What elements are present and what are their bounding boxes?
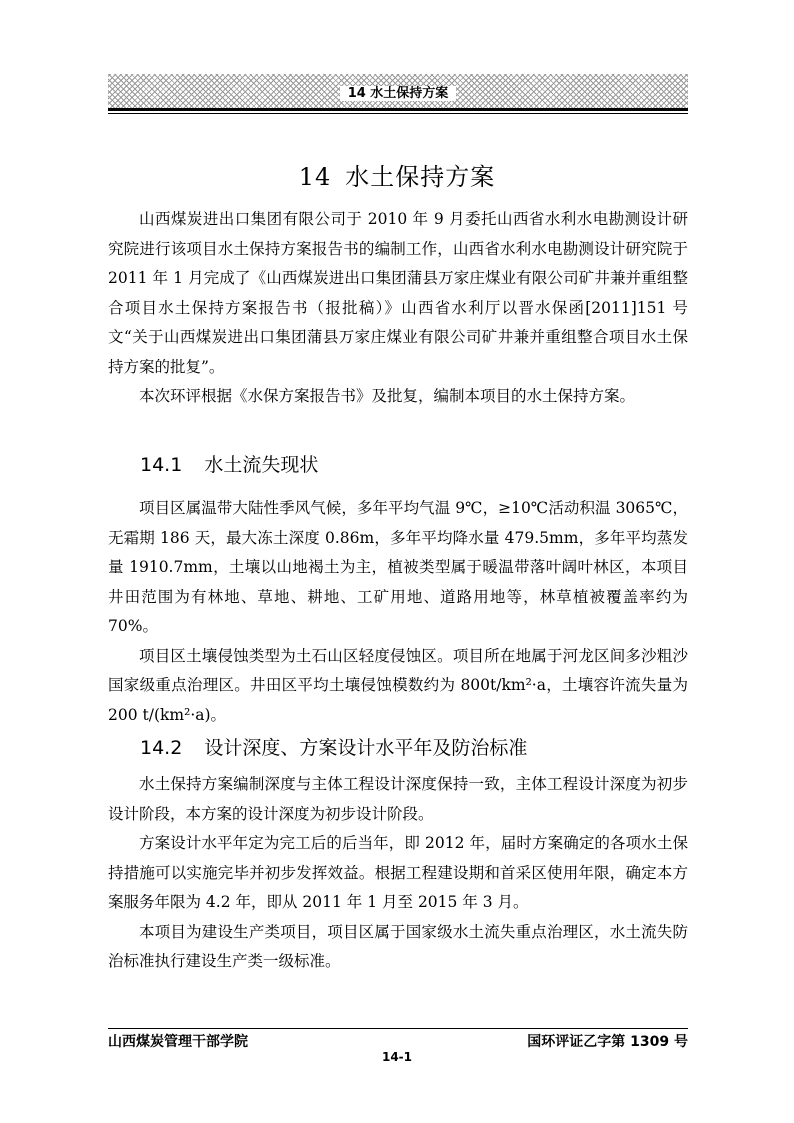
section-number: 14.1: [140, 454, 183, 476]
page-number: 14-1: [381, 1050, 413, 1064]
section-heading-14-2: [140, 733, 527, 760]
section-title: 设计深度、方案设计水平年及防治标准: [204, 737, 528, 759]
header-rule-thick: [108, 108, 688, 111]
section-number: 14.2: [140, 737, 183, 759]
running-header: [108, 82, 688, 101]
chapter-heading: 水土保持方案: [345, 163, 496, 191]
paragraph: 方案设计水平年定为完工后的后当年，即 2012 年，届时方案确定的各项水土保持措施可以实施完毕并初步发挥效益。根据工程建设期和首采区使用年限，确定本方案服务年限为 4.2 年，即从 2011 年 1 月至 2015 年 3 月。: [108, 834, 688, 911]
running-header-text: 14 水土保持方案: [340, 86, 457, 101]
chapter-number: 14: [298, 163, 332, 191]
paragraph: 项目区土壤侵蚀类型为土石山区轻度侵蚀区。项目所在地属于河龙区间多沙粗沙国家级重点治理区。井田区平均土壤侵蚀模数约为 800t/km²·a，土壤容许流失量为 200 t/(km²·a)。: [108, 646, 688, 724]
footer-rule: [108, 1028, 688, 1029]
header-band: [108, 74, 688, 108]
paragraph: 水土保持方案编制深度与主体工程设计深度保持一致，主体工程设计深度为初步设计阶段，本方案的设计深度为初步设计阶段。: [108, 775, 688, 823]
section-14-2-body: [108, 770, 688, 977]
footer-certificate: 国环评证乙字第 1309 号: [527, 1034, 688, 1050]
chapter-title: [0, 157, 794, 192]
section-title: 水土流失现状: [204, 454, 319, 476]
section-heading-14-1: [140, 450, 318, 477]
paragraph: 山西煤炭进出口集团有限公司于 2010 年 9 月委托山西省水利水电勘测设计研究院进行该项目水土保持方案报告书的编制工作，山西省水利水电勘测设计研究院于 2011 年 1 月完成了《山西煤炭进出口集团蒲县万家庄煤业有限公司矿井兼并重组整合项目水土保持方案报告书（报批稿）》山西省水利厅以晋水保函[2011]151 号文“关于山西煤炭进出口集团蒲县万家庄煤业有限公司矿井兼并重组整合项目水土保持方案的批复”。: [108, 210, 688, 376]
section-14-1-body: [108, 494, 688, 730]
paragraph: 本次环评根据《水保方案报告书》及批复，编制本项目的水土保持方案。: [139, 387, 636, 405]
intro-block: [108, 205, 688, 412]
paragraph: 本项目为建设生产类项目，项目区属于国家级水土流失重点治理区，水土流失防治标准执行建设生产类一级标准。: [108, 922, 688, 970]
footer-institution: 山西煤炭管理干部学院: [108, 1034, 248, 1050]
header-rule-thin: [108, 113, 688, 114]
paragraph: 项目区属温带大陆性季风气候，多年平均气温 9℃，≥10℃活动积温 3065℃，无霜期 186 天，最大冻土深度 0.86m，多年平均降水量 479.5mm，多年平均蒸发量 1910.7mm，土壤以山地褐土为主，植被类型属于暖温带落叶阔叶林区，本项目井田范围为有林地、草地、耕地、工矿用地、道路用地等，林草植被覆盖率约为 70%。: [108, 499, 688, 635]
